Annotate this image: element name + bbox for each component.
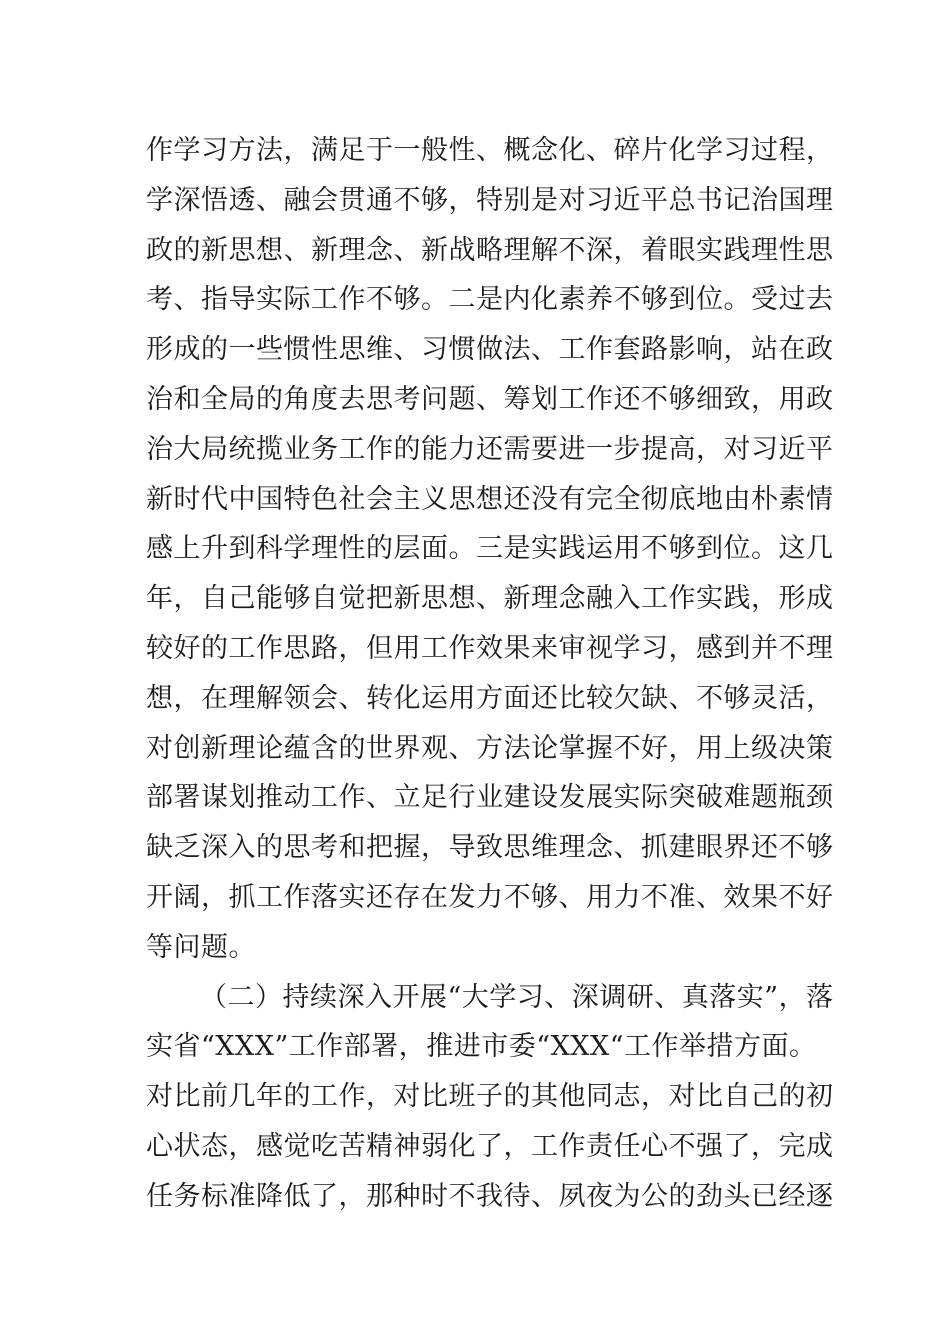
body-text (146, 126, 834, 1222)
text-line: 作学习方法，满足于一般性、概念化、碎片化学习过程， (146, 135, 834, 166)
text-line: 较好的工作思路，但用工作效果来审视学习，感到并不理 (146, 632, 834, 664)
text-line: 新时代中国特色社会主义思想还没有完全彻底地由朴素情 (146, 483, 834, 515)
text-line: 想，在理解领会、转化运用方面还比较欠缺、不够灵活， (146, 682, 834, 714)
text-line: 开阔，抓工作落实还存在发力不够、用力不准、效果不好 (146, 881, 834, 913)
text-line: 对比前几年的工作，对比班子的其他同志，对比自己的初 (146, 1081, 834, 1113)
text-line: 学深悟透、融会贯通不够，特别是对习近平总书记治国理 (146, 184, 834, 216)
text-line: 部署谋划推动工作、立足行业建设发展实际突破难题瓶颈 (146, 782, 834, 814)
text-line: 治和全局的角度去思考问题、筹划工作还不够细致，用政 (146, 383, 834, 415)
text-line: 实省“XXX”工作部署，推进市委“XXX“工作举措方面。 (146, 1031, 817, 1063)
text-line: 缺乏深入的思考和把握，导致思维理念、抓建眼界还不够 (146, 832, 834, 864)
text-line: 治大局统揽业务工作的能力还需要进一步提高，对习近平 (146, 433, 834, 465)
text-line: 考、指导实际工作不够。二是内化素养不够到位。受过去 (146, 284, 834, 316)
text-line: 等问题。 (146, 931, 256, 963)
section-heading-line: （二）持续深入开展“大学习、深调研、真落实”，落 (200, 981, 834, 1013)
text-line: 形成的一些惯性思维、习惯做法、工作套路影响，站在政 (146, 334, 834, 366)
text-line: 心状态，感觉吃苦精神弱化了，工作责任心不强了，完成 (146, 1130, 834, 1162)
text-line: 感上升到科学理性的层面。三是实践运用不够到位。这几 (146, 533, 834, 565)
text-line: 任务标准降低了，那种时不我待、夙夜为公的劲头已经逐 (146, 1180, 834, 1212)
text-line: 对创新理论蕴含的世界观、方法论掌握不好，用上级决策 (146, 732, 834, 764)
text-line: 政的新思想、新理念、新战略理解不深，着眼实践理性思 (146, 234, 834, 266)
text-line: 年，自己能够自觉把新思想、新理念融入工作实践，形成 (146, 583, 834, 615)
